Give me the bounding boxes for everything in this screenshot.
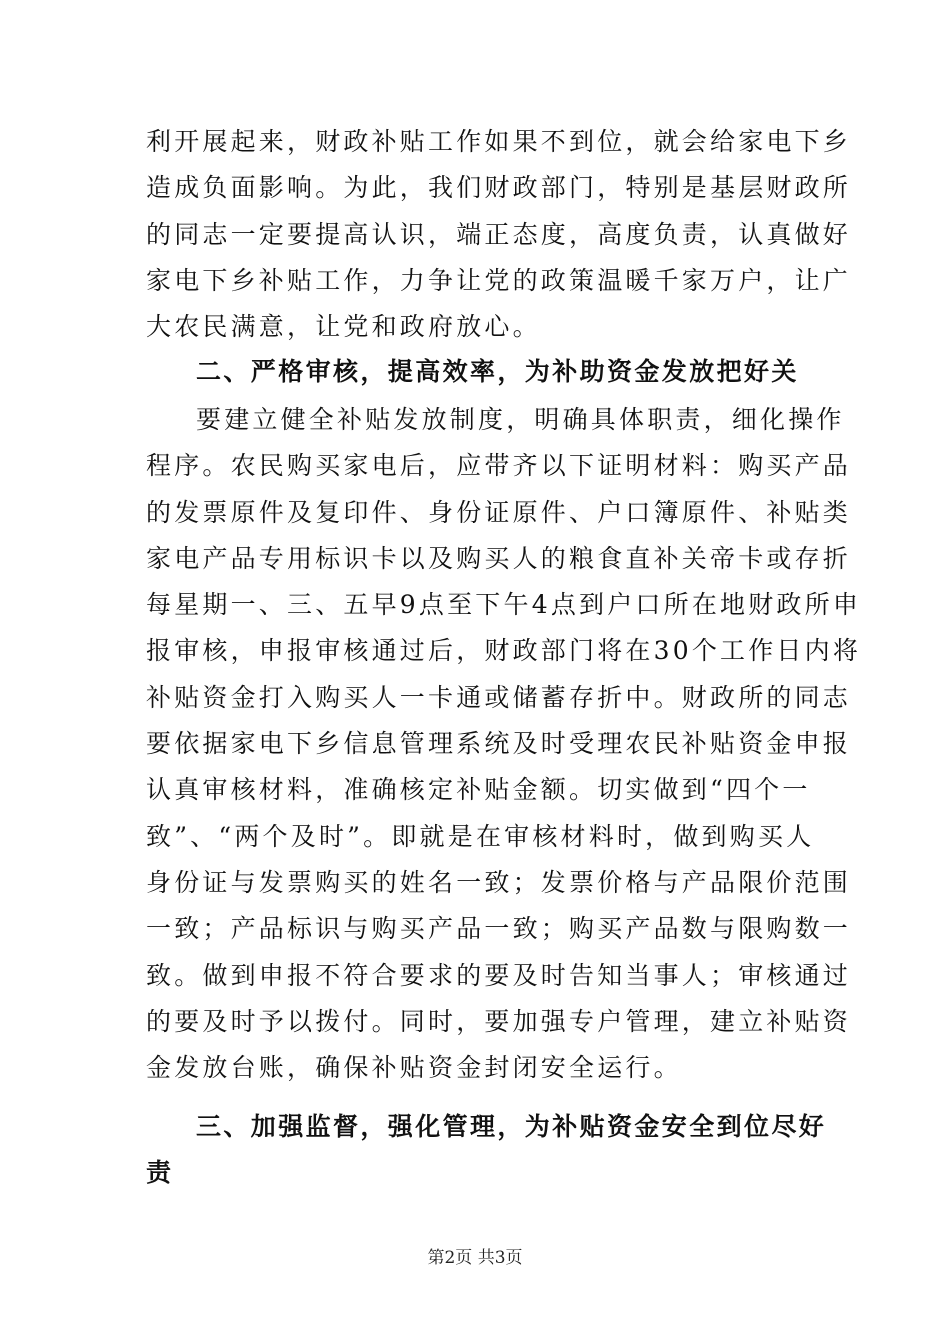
- paragraph-line: 利开展起来，财政补贴工作如果不到位，就会给家电下乡: [146, 127, 852, 156]
- section-heading-2: 二、严格审核，提高效率，为补助资金发放把好关: [196, 357, 799, 386]
- paragraph-line: 要建立健全补贴发放制度，明确具体职责，细化操作: [196, 405, 845, 434]
- paragraph-line: 致。做到申报不符合要求的要及时告知当事人；审核通过: [146, 960, 852, 990]
- paragraph-line: 的要及时予以拨付。同时，要加强专户管理，建立补贴资: [146, 1006, 852, 1036]
- paragraph-line: 造成负面影响。为此，我们财政部门，特别是基层财政所: [146, 173, 852, 203]
- paragraph-line: 的发票原件及复印件、身份证原件、户口簿原件、补贴类: [146, 497, 852, 527]
- paragraph-line: 的同志一定要提高认识，端正态度，高度负责，认真做好: [146, 219, 852, 249]
- paragraph-1: [146, 119, 852, 350]
- paragraph-line: 金发放台账，确保补贴资金封闭安全运行。: [146, 1053, 682, 1083]
- paragraph-line: 大农民满意，让党和政府放心。: [146, 312, 541, 342]
- section-heading-3-line-1: 三、加强监督，强化管理，为补贴资金安全到位尽好: [196, 1112, 827, 1141]
- paragraph-line: 致”、“两个及时”。即就是在审核材料时，做到购买人: [146, 821, 815, 851]
- paragraph-line: 身份证与发票购买的姓名一致；发票价格与产品限价范围: [146, 867, 852, 897]
- page-footer: 第2页 共3页: [427, 1248, 523, 1268]
- paragraph-line: 补贴资金打入购买人一卡通或储蓄存折中。财政所的同志: [146, 682, 852, 712]
- paragraph-line: 家电下乡补贴工作，力争让党的政策温暖千家万户，让广: [146, 265, 852, 295]
- paragraph-line: 一致；产品标识与购买产品一致；购买产品数与限购数一: [146, 914, 852, 944]
- paragraph-line: 程序。农民购买家电后，应带齐以下证明材料：购买产品: [146, 451, 852, 481]
- paragraph-2: [146, 397, 862, 1091]
- section-heading-3-line-2: 责: [146, 1158, 174, 1187]
- paragraph-line: 认真审核材料，准确核定补贴金额。切实做到“四个一: [146, 775, 811, 805]
- paragraph-line: 每星期一、三、五早9点至下午4点到户口所在地财政所申: [146, 590, 862, 620]
- paragraph-line: 要依据家电下乡信息管理系统及时受理农民补贴资金申报: [146, 729, 852, 759]
- paragraph-line: 报审核，申报审核通过后，财政部门将在30个工作日内将: [146, 636, 862, 666]
- paragraph-line: 家电产品专用标识卡以及购买人的粮食直补关帝卡或存折: [146, 543, 852, 573]
